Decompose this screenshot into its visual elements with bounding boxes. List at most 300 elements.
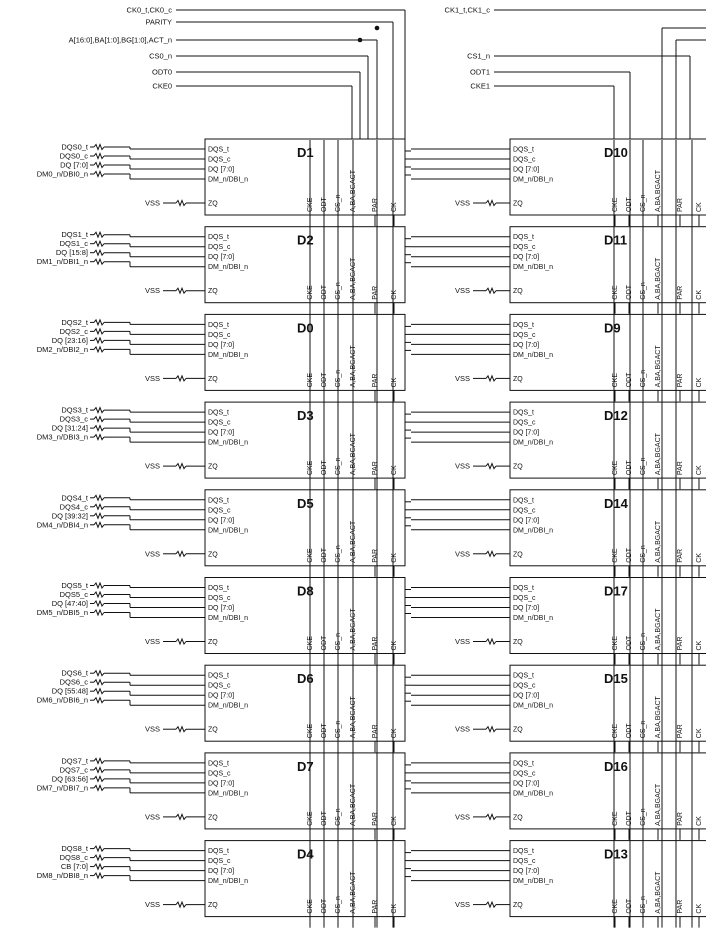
vss-zq-right-6 bbox=[455, 725, 510, 734]
resistor-icon bbox=[486, 551, 496, 556]
chip-pin-label-vertical: PAR bbox=[372, 636, 379, 651]
vss-label: VSS bbox=[454, 724, 470, 734]
chip-title: D3 bbox=[297, 408, 314, 424]
chip-pin-label-vertical: CK bbox=[391, 202, 398, 212]
signal-label: DM3_n/DBI3_n bbox=[36, 432, 88, 442]
chip-pin-label: DM_n/DBI_n bbox=[208, 878, 249, 886]
resistor-icon bbox=[176, 376, 186, 381]
chip-pin-label-vertical: CS_n bbox=[640, 194, 647, 212]
bus-label-left: CKE0 bbox=[152, 81, 172, 91]
dram-chip-D3 bbox=[205, 402, 411, 489]
chip-pin-label: DQS_c bbox=[513, 419, 536, 427]
chip-pin-label-vertical: PAR bbox=[372, 899, 379, 914]
resistor-icon bbox=[94, 689, 104, 694]
vss-zq-right-3 bbox=[455, 462, 510, 471]
chip-title: D2 bbox=[297, 232, 314, 248]
chip-pin-label-vertical: CKE bbox=[307, 811, 314, 826]
chip-title: D5 bbox=[297, 495, 314, 511]
vss-zq-left-3 bbox=[145, 462, 205, 471]
dram-chip-D9 bbox=[510, 314, 706, 401]
resistor-icon bbox=[94, 145, 104, 150]
vss-label: VSS bbox=[144, 373, 160, 383]
resistor-icon bbox=[94, 522, 104, 527]
resistor-icon bbox=[94, 426, 104, 431]
chip-pin-label-vertical: CS_n bbox=[640, 369, 647, 388]
chip-pin-label-vertical: A,BA,BGACT bbox=[350, 345, 357, 388]
bus-label-right: ODT1 bbox=[469, 67, 490, 77]
chip-pin-label-vertical: ODT bbox=[626, 898, 633, 914]
dram-chip-D4 bbox=[205, 841, 411, 928]
chip-pin-label-vertical: CS_n bbox=[335, 632, 342, 651]
bus-label-left: PARITY bbox=[145, 17, 172, 27]
vss-zq-left-6 bbox=[145, 725, 205, 734]
signal-label: DM4_n/DBI4_n bbox=[36, 520, 88, 530]
resistor-icon bbox=[94, 601, 104, 606]
vss-zq-left-5 bbox=[145, 637, 205, 646]
chip-pin-label-vertical: CS_n bbox=[335, 808, 342, 826]
chip-pin-label: DQS_t bbox=[208, 760, 230, 768]
dram-chip-D7 bbox=[205, 753, 411, 840]
bus-right-1 bbox=[467, 52, 690, 141]
chip-pin-label-vertical: CKE bbox=[612, 197, 619, 212]
dram-chip-D16 bbox=[510, 753, 706, 840]
chip-pin-label-vertical: A,BA,BGACT bbox=[655, 871, 662, 914]
bus-left-2 bbox=[69, 36, 377, 141]
resistor-icon bbox=[94, 873, 104, 878]
resistor-icon bbox=[486, 288, 496, 293]
signal-label: DQ [31:24] bbox=[51, 423, 88, 433]
chip-pin-label-vertical: A,BA,BGACT bbox=[655, 345, 662, 388]
chip-pin-label: DM_n/DBI_n bbox=[208, 176, 249, 184]
chip-pin-label-vertical: PAR bbox=[677, 285, 684, 300]
chip-pin-label-vertical: CK bbox=[391, 465, 398, 476]
vss-zq-left-7 bbox=[145, 812, 205, 821]
resistor-icon bbox=[94, 776, 104, 781]
chip-pin-label: DM_n/DBI_n bbox=[208, 264, 249, 272]
chip-pin-label: DQ [7:0] bbox=[208, 341, 235, 349]
chip-pin-label: DQ [7:0] bbox=[513, 166, 540, 174]
chip-pin-label-vertical: A,BA,BGACT bbox=[655, 696, 662, 739]
vss-label: VSS bbox=[144, 549, 160, 559]
bus-label-right: CKE1 bbox=[470, 81, 490, 91]
resistor-icon bbox=[94, 698, 104, 703]
chip-pin-label: DQ [7:0] bbox=[208, 429, 235, 437]
chip-pin-label-vertical: CS_n bbox=[335, 282, 342, 300]
chip-pin-label-vertical: A,BA,BGACT bbox=[350, 257, 357, 300]
resistor-icon bbox=[94, 154, 104, 159]
chip-pin-label-vertical: PAR bbox=[677, 899, 684, 914]
chip-pin-label-vertical: CK bbox=[696, 465, 703, 476]
chip-pin-label-vertical: A,BA,BGACT bbox=[655, 257, 662, 300]
resistor-icon bbox=[94, 680, 104, 685]
chip-pin-label-vertical: CS_n bbox=[640, 282, 647, 300]
chip-pin-label-vertical: PAR bbox=[372, 373, 379, 388]
chip-pin-label-vertical: CKE bbox=[612, 548, 619, 563]
bridge-8 bbox=[411, 851, 510, 881]
vss-zq-left-8 bbox=[145, 900, 205, 909]
chip-pin-label-vertical: CK bbox=[391, 903, 398, 914]
chip-pin-label-vertical: PAR bbox=[677, 812, 684, 826]
vss-label: VSS bbox=[454, 461, 470, 471]
chip-pin-label-vertical: PAR bbox=[372, 548, 379, 563]
signal-label: DM5_n/DBI5_n bbox=[36, 608, 88, 617]
vss-label: VSS bbox=[454, 549, 470, 559]
dram-chip-D17 bbox=[510, 578, 706, 665]
chip-title: D4 bbox=[297, 846, 314, 862]
chip-pin-label: ZQ bbox=[208, 288, 218, 296]
chip-pin-label-vertical: A,BA,BGACT bbox=[655, 608, 662, 651]
chip-pin-label: DQ [7:0] bbox=[208, 517, 235, 525]
signal-label: DQ [55:48] bbox=[51, 686, 88, 696]
signal-label: DM0_n/DBI0_n bbox=[36, 169, 88, 179]
signal-label: DQS4_c bbox=[59, 502, 88, 512]
chip-title: D14 bbox=[604, 495, 628, 511]
chip-pin-label-vertical: CK bbox=[391, 289, 398, 300]
chip-pin-label-vertical: ODT bbox=[321, 372, 328, 388]
signal-label: DQS5_t bbox=[61, 581, 88, 590]
bridge-2 bbox=[411, 324, 510, 354]
bridge-3 bbox=[411, 412, 510, 442]
resistor-icon bbox=[94, 250, 104, 255]
chip-pin-label: DQS_c bbox=[513, 244, 536, 252]
vss-label: VSS bbox=[144, 724, 160, 734]
signal-label: DQS1_c bbox=[59, 239, 88, 249]
chip-pin-label-vertical: ODT bbox=[626, 197, 633, 212]
bus-left-4 bbox=[152, 68, 360, 141]
chip-pin-label-vertical: CS_n bbox=[640, 720, 647, 739]
bridge-0 bbox=[411, 149, 510, 179]
resistor-icon bbox=[176, 464, 186, 469]
chip-pin-label: DQS_t bbox=[208, 672, 230, 680]
resistor-icon bbox=[176, 814, 186, 819]
chip-title: D10 bbox=[604, 145, 628, 160]
bus-right-0 bbox=[445, 6, 706, 15]
vss-zq-right-1 bbox=[455, 286, 510, 295]
chip-pin-label-vertical: CK bbox=[391, 816, 398, 826]
resistor-icon bbox=[94, 232, 104, 237]
resistor-icon bbox=[94, 513, 104, 518]
chip-pin-label-vertical: CKE bbox=[612, 285, 619, 300]
chip-pin-label: DQ [7:0] bbox=[208, 868, 235, 876]
chip-pin-label: DQ [7:0] bbox=[513, 605, 540, 612]
row-3-signals bbox=[37, 406, 205, 443]
chip-pin-label-vertical: CS_n bbox=[335, 457, 342, 476]
chip-pin-label-vertical: ODT bbox=[321, 548, 328, 563]
bus-label-left: A[16:0],BA[1:0],BG[1:0],ACT_n bbox=[68, 35, 172, 45]
chip-pin-label: ZQ bbox=[513, 814, 523, 822]
chip-pin-label: DQ [7:0] bbox=[208, 605, 235, 612]
resistor-icon bbox=[176, 727, 186, 732]
chip-pin-label-vertical: CK bbox=[696, 289, 703, 300]
row-2-signals bbox=[37, 318, 205, 355]
chip-pin-label-vertical: CK bbox=[696, 377, 703, 388]
dram-chip-D0 bbox=[205, 314, 411, 401]
dram-chip-D10 bbox=[510, 139, 706, 226]
chip-pin-label-vertical: ODT bbox=[626, 811, 633, 826]
resistor-icon bbox=[94, 408, 104, 413]
vss-label: VSS bbox=[144, 198, 160, 208]
chip-pin-label-vertical: A,BA,BGACT bbox=[655, 169, 662, 212]
resistor-icon bbox=[94, 338, 104, 343]
chip-title: D1 bbox=[297, 145, 314, 160]
signal-label: DM1_n/DBI1_n bbox=[36, 257, 88, 267]
signal-label: DQ [15:8] bbox=[55, 248, 88, 258]
chip-pin-label: DQ [7:0] bbox=[513, 254, 540, 262]
signal-label: DM6_n/DBI6_n bbox=[36, 695, 88, 705]
chip-pin-label-vertical: PAR bbox=[677, 461, 684, 476]
chip-pin-label: ZQ bbox=[513, 551, 523, 559]
signal-label: DM7_n/DBI7_n bbox=[36, 783, 88, 793]
chip-pin-label-vertical: A,BA,BGACT bbox=[350, 783, 357, 826]
chip-pin-label-vertical: CS_n bbox=[335, 896, 342, 914]
chip-pin-label-vertical: CKE bbox=[612, 811, 619, 826]
chip-pin-label-vertical: PAR bbox=[677, 373, 684, 388]
chip-pin-label: ZQ bbox=[208, 639, 218, 646]
chip-pin-label: DM_n/DBI_n bbox=[513, 264, 554, 272]
chip-pin-label-vertical: CKE bbox=[307, 636, 314, 651]
resistor-icon bbox=[94, 610, 104, 615]
chip-title: D0 bbox=[297, 320, 314, 336]
chip-pin-label-vertical: ODT bbox=[626, 635, 633, 651]
chip-pin-label-vertical: ODT bbox=[626, 284, 633, 300]
chip-pin-label-vertical: PAR bbox=[372, 198, 379, 212]
chip-pin-label-vertical: CKE bbox=[612, 460, 619, 476]
chip-pin-label-vertical: CS_n bbox=[335, 720, 342, 739]
chip-pin-label-vertical: CK bbox=[696, 553, 703, 563]
chip-pin-label: DM_n/DBI_n bbox=[513, 439, 554, 447]
chip-pin-label: ZQ bbox=[208, 814, 218, 822]
chip-pin-label: DM_n/DBI_n bbox=[208, 790, 249, 798]
chip-pin-label: DQS_c bbox=[208, 156, 231, 164]
vss-zq-left-0 bbox=[145, 199, 205, 208]
bus-right-2 bbox=[470, 68, 630, 141]
dram-chip-D14 bbox=[510, 490, 706, 577]
chip-pin-label: ZQ bbox=[513, 639, 523, 646]
chip-pin-label-vertical: CS_n bbox=[335, 545, 342, 563]
chip-pin-label: DQS_c bbox=[513, 507, 536, 515]
resistor-icon bbox=[94, 495, 104, 500]
row-0-signals bbox=[37, 143, 205, 180]
resistor-icon bbox=[486, 201, 496, 206]
chip-pin-label: DM_n/DBI_n bbox=[513, 176, 554, 184]
chip-pin-label: DQS_c bbox=[208, 770, 231, 778]
resistor-icon bbox=[486, 814, 496, 819]
chip-pin-label-vertical: CKE bbox=[307, 723, 314, 739]
chip-pin-label: DQS_t bbox=[208, 848, 230, 856]
chip-pin-label: DQ [7:0] bbox=[208, 780, 235, 788]
signal-label: DM8_n/DBI8_n bbox=[36, 871, 88, 881]
chip-pin-label-vertical: CK bbox=[696, 903, 703, 914]
resistor-icon bbox=[94, 504, 104, 509]
chip-pin-label: ZQ bbox=[513, 726, 523, 734]
chip-pin-label-vertical: A,BA,BGACT bbox=[655, 520, 662, 563]
resistor-icon bbox=[176, 201, 186, 206]
chip-pin-label: DM_n/DBI_n bbox=[208, 615, 249, 622]
chip-pin-label-vertical: CS_n bbox=[640, 808, 647, 826]
vss-label: VSS bbox=[144, 461, 160, 471]
chip-pin-label-vertical: A,BA,BGACT bbox=[350, 520, 357, 563]
chip-title: D16 bbox=[604, 758, 628, 774]
vss-label: VSS bbox=[144, 900, 160, 910]
vss-label: VSS bbox=[454, 637, 470, 646]
chip-pin-label: ZQ bbox=[513, 200, 523, 208]
signal-label: DQ [7:0] bbox=[60, 160, 88, 170]
dram-chip-D11 bbox=[510, 227, 706, 314]
signal-label: DQS8_c bbox=[59, 853, 88, 863]
row-6-signals bbox=[37, 669, 205, 706]
bridge-5 bbox=[411, 588, 510, 618]
chip-title: D9 bbox=[604, 320, 621, 336]
chip-pin-label: DQS_c bbox=[208, 244, 231, 252]
chip-pin-label-vertical: PAR bbox=[677, 636, 684, 651]
signal-label: DQ [39:32] bbox=[51, 511, 88, 521]
chip-pin-label: DQS_t bbox=[513, 760, 535, 768]
chip-pin-label-vertical: PAR bbox=[372, 285, 379, 300]
signal-label: DQ [63:56] bbox=[51, 774, 88, 784]
chip-pin-label: DQ [7:0] bbox=[513, 692, 540, 700]
chip-pin-label: DQS_t bbox=[513, 672, 535, 680]
chip-pin-label: DQS_c bbox=[513, 156, 536, 164]
signal-label: DM2_n/DBI2_n bbox=[36, 344, 88, 354]
resistor-icon bbox=[486, 902, 496, 907]
chip-pin-label: DQS_c bbox=[208, 507, 231, 515]
chip-pin-label: DQS_t bbox=[513, 585, 535, 592]
chip-pin-label: ZQ bbox=[208, 902, 218, 910]
signal-label: DQS5_c bbox=[59, 590, 88, 599]
row-1-signals bbox=[37, 230, 205, 267]
chip-pin-label: DQS_c bbox=[513, 682, 536, 690]
chip-pin-label: ZQ bbox=[208, 726, 218, 734]
bus-label-left: CK0_t,CK0_c bbox=[126, 5, 172, 15]
dram-chip-D12 bbox=[510, 402, 706, 489]
bridge-6 bbox=[411, 675, 510, 705]
chip-pin-label: DQS_t bbox=[208, 146, 230, 154]
resistor-icon bbox=[94, 583, 104, 588]
signal-label: DQS2_t bbox=[61, 317, 88, 327]
chip-pin-label-vertical: ODT bbox=[321, 284, 328, 300]
chip-pin-label-vertical: CKE bbox=[307, 285, 314, 300]
chip-pin-label-vertical: ODT bbox=[626, 548, 633, 563]
resistor-icon bbox=[176, 639, 186, 644]
chip-pin-label: DQ [7:0] bbox=[513, 341, 540, 349]
signal-label: DQS0_c bbox=[59, 151, 88, 161]
chip-pin-label-vertical: ODT bbox=[321, 898, 328, 914]
chip-title: D6 bbox=[297, 671, 314, 687]
row-8-signals bbox=[37, 844, 205, 881]
junction-dot bbox=[375, 26, 380, 31]
chip-pin-label: DQS_t bbox=[208, 321, 230, 329]
chip-pin-label: DQ [7:0] bbox=[208, 166, 235, 174]
chip-pin-label: DQS_t bbox=[513, 409, 535, 417]
dram-chip-D2 bbox=[205, 227, 411, 314]
chip-pin-label-vertical: ODT bbox=[321, 811, 328, 826]
resistor-icon bbox=[486, 376, 496, 381]
chip-pin-label: ZQ bbox=[513, 463, 523, 471]
chip-pin-label-vertical: CK bbox=[696, 640, 703, 651]
chip-pin-label-vertical: PAR bbox=[372, 461, 379, 476]
resistor-icon bbox=[94, 241, 104, 246]
vss-zq-left-2 bbox=[145, 374, 205, 383]
chip-pin-label: DM_n/DBI_n bbox=[513, 351, 554, 359]
resistor-icon bbox=[94, 855, 104, 860]
resistor-icon bbox=[94, 435, 104, 440]
chip-pin-label-vertical: CK bbox=[696, 728, 703, 739]
dram-chip-D15 bbox=[510, 665, 706, 752]
chip-pin-label: ZQ bbox=[208, 200, 218, 208]
chip-pin-label-vertical: ODT bbox=[626, 460, 633, 476]
vss-zq-left-1 bbox=[145, 286, 205, 295]
chip-pin-label-vertical: ODT bbox=[321, 635, 328, 651]
vss-label: VSS bbox=[144, 812, 160, 822]
chip-pin-label-vertical: A,BA,BGACT bbox=[655, 433, 662, 476]
chip-pin-label: DQS_c bbox=[208, 682, 231, 690]
chip-pin-label: DQS_c bbox=[513, 770, 536, 778]
chip-pin-label-vertical: PAR bbox=[372, 812, 379, 826]
chip-pin-label-vertical: A,BA,BGACT bbox=[655, 783, 662, 826]
row-5-signals bbox=[37, 581, 205, 618]
chip-pin-label: DM_n/DBI_n bbox=[513, 790, 554, 798]
resistor-icon bbox=[94, 172, 104, 177]
bridge-4 bbox=[411, 500, 510, 530]
chip-pin-label: DQS_t bbox=[513, 497, 535, 505]
chip-pin-label-vertical: CS_n bbox=[335, 369, 342, 388]
bus-left-3 bbox=[149, 52, 368, 141]
resistor-icon bbox=[486, 727, 496, 732]
chip-pin-label: ZQ bbox=[208, 551, 218, 559]
vss-zq-right-7 bbox=[455, 812, 510, 821]
chip-title: D17 bbox=[604, 583, 628, 599]
chip-title: D8 bbox=[297, 583, 314, 599]
row-4-signals bbox=[37, 493, 205, 530]
resistor-icon bbox=[486, 639, 496, 644]
signal-label: DQS6_c bbox=[59, 677, 88, 687]
chip-pin-label: DQS_t bbox=[208, 585, 230, 592]
chip-pin-label: DQ [7:0] bbox=[208, 254, 235, 262]
vss-label: VSS bbox=[144, 637, 160, 646]
bus-label-right: CK1_t,CK1_c bbox=[444, 5, 490, 15]
vss-zq-left-4 bbox=[145, 549, 205, 558]
signal-label: DQS1_t bbox=[61, 230, 88, 240]
chip-pin-label-vertical: ODT bbox=[321, 197, 328, 212]
chip-pin-label-vertical: CKE bbox=[307, 548, 314, 563]
chip-pin-label-vertical: CKE bbox=[307, 899, 314, 914]
chip-pin-label: DQS_t bbox=[513, 146, 535, 154]
signal-label: DQS3_t bbox=[61, 405, 88, 415]
chip-title: D12 bbox=[604, 408, 628, 424]
chip-pin-label-vertical: CK bbox=[696, 816, 703, 826]
chip-pin-label-vertical: A,BA,BGACT bbox=[350, 696, 357, 739]
bus-left-5 bbox=[152, 82, 352, 141]
chip-pin-label: DM_n/DBI_n bbox=[208, 439, 249, 447]
chip-pin-label-vertical: ODT bbox=[626, 372, 633, 388]
bus-right-3 bbox=[470, 82, 614, 141]
vss-zq-right-4 bbox=[455, 549, 510, 558]
vss-label: VSS bbox=[454, 198, 470, 208]
resistor-icon bbox=[94, 592, 104, 597]
bridge-7 bbox=[411, 763, 510, 793]
resistor-icon bbox=[94, 320, 104, 325]
chip-pin-label: DQS_t bbox=[208, 234, 230, 242]
chip-pin-label-vertical: CKE bbox=[612, 372, 619, 388]
chip-pin-label-vertical: CK bbox=[391, 553, 398, 563]
vss-zq-right-2 bbox=[455, 374, 510, 383]
chip-pin-label: ZQ bbox=[513, 375, 523, 383]
signal-label: DQS0_t bbox=[61, 142, 88, 152]
dram-chip-D8 bbox=[205, 578, 411, 665]
chip-pin-label: DQ [7:0] bbox=[513, 780, 540, 788]
chip-pin-label-vertical: CKE bbox=[307, 372, 314, 388]
chip-pin-label: DM_n/DBI_n bbox=[513, 615, 554, 622]
